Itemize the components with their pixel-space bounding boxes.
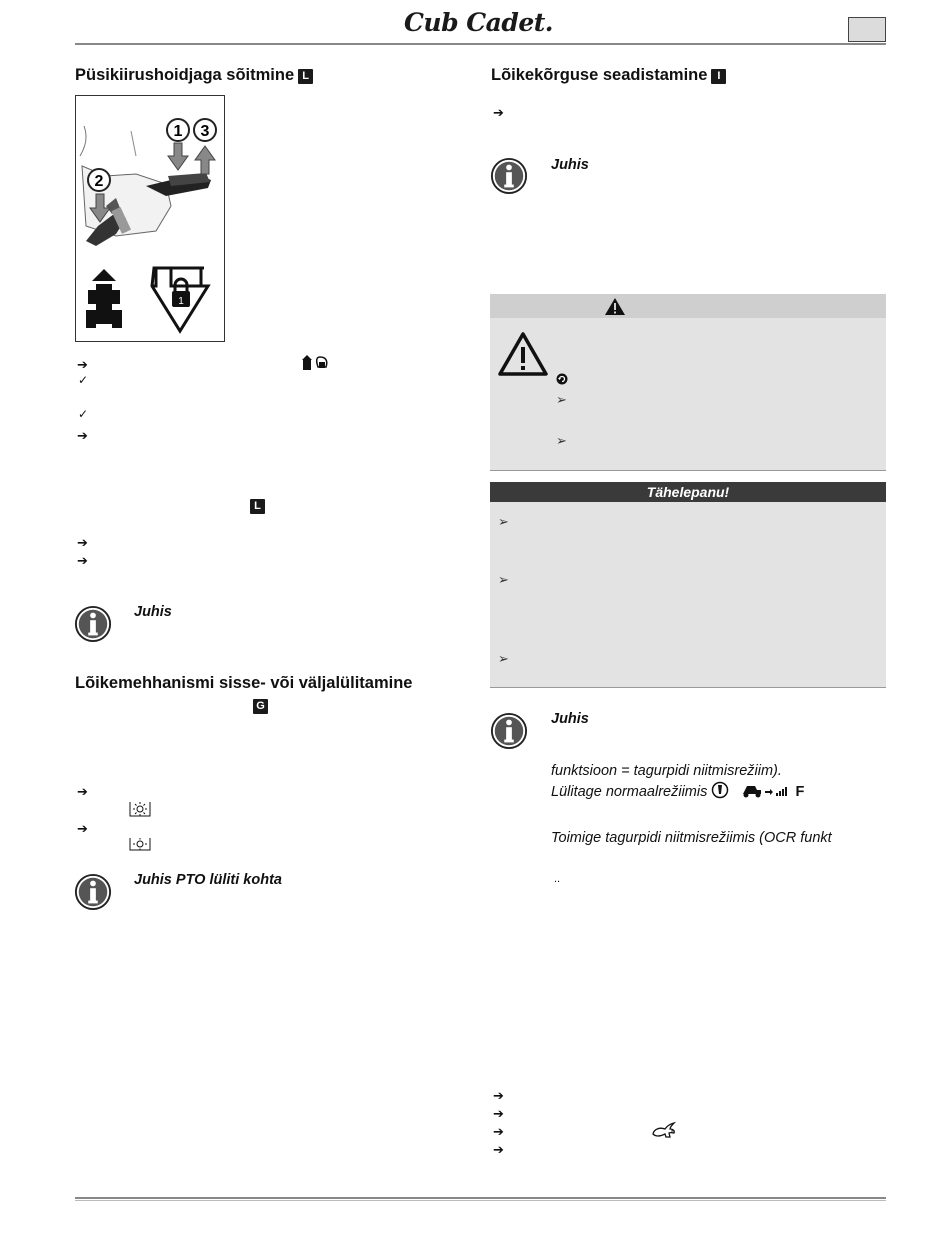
cruise-control-figure bbox=[75, 95, 225, 342]
cub-cadet-logo: Cub Cadet. bbox=[404, 8, 553, 37]
svg-text:1: 1 bbox=[178, 296, 184, 307]
ocr-text: Toimige tagurpidi niitmisrežiimis (OCR funkt bbox=[551, 830, 832, 846]
label-G-wrap bbox=[253, 697, 268, 715]
pointer-bullet: ➢ bbox=[498, 514, 509, 529]
juhis-pto-heading: Juhis PTO lüliti kohta bbox=[134, 872, 282, 888]
arrow-bullet: ➔ bbox=[493, 105, 504, 120]
info-icon bbox=[490, 157, 528, 200]
pto-switch-icon bbox=[128, 800, 152, 823]
circular-arrow-icon bbox=[556, 372, 568, 390]
attention-box bbox=[490, 482, 886, 688]
reverse-mow-text: funktsioon = tagurpidi niitmisrežiim). bbox=[551, 763, 782, 779]
arrow-bullet: ➔ bbox=[77, 535, 88, 550]
juhis-heading: Juhis bbox=[134, 604, 172, 620]
footer-divider-thin bbox=[75, 1200, 886, 1201]
language-box bbox=[848, 17, 886, 42]
cutting-height-title-text: Lõikekõrguse seadistamine bbox=[491, 66, 708, 84]
footer-divider bbox=[75, 1197, 886, 1199]
arrow-bullet: ➔ bbox=[493, 1124, 504, 1139]
normal-mode-text bbox=[551, 781, 804, 803]
arrow-bullet: ➔ bbox=[77, 428, 88, 443]
figure-num-2: 2 bbox=[94, 173, 104, 190]
arrow-bullet: ➔ bbox=[77, 553, 88, 568]
dots: .. bbox=[554, 873, 561, 885]
attention-header: Tähelepanu! bbox=[490, 482, 886, 502]
arrow-bullet: ➔ bbox=[77, 821, 88, 836]
label-L-inline: L bbox=[250, 499, 265, 514]
arrow-bullet: ➔ bbox=[77, 784, 88, 799]
warning-header bbox=[490, 294, 886, 318]
section-title-cutting-height bbox=[491, 66, 726, 85]
pto-switch-icon bbox=[128, 836, 152, 857]
section-title-mower bbox=[75, 674, 412, 693]
arrow-bullet: ➔ bbox=[77, 357, 88, 372]
juhis-heading: Juhis bbox=[551, 711, 589, 727]
info-icon bbox=[490, 712, 528, 755]
pointer-bullet: ➢ bbox=[498, 572, 509, 587]
label-L: L bbox=[298, 69, 313, 84]
cruise-lock-icon bbox=[300, 355, 336, 376]
label-G: G bbox=[253, 699, 268, 714]
rabbit-icon bbox=[650, 1120, 678, 1145]
warning-box bbox=[490, 294, 886, 471]
check-bullet: ✓ bbox=[78, 373, 89, 387]
pointer-bullet: ➢ bbox=[556, 433, 567, 448]
juhis-heading: Juhis bbox=[551, 157, 589, 173]
pedal-illustration bbox=[76, 96, 224, 341]
arrow-bullet: ➔ bbox=[493, 1142, 504, 1157]
info-icon bbox=[74, 873, 112, 916]
mower-forward-icon bbox=[741, 782, 791, 802]
normal-mode-label: Lülitage normaalrežiimis bbox=[551, 783, 708, 800]
warning-large-icon bbox=[497, 331, 549, 382]
key-icon bbox=[711, 781, 729, 803]
header-divider bbox=[75, 43, 886, 45]
cruise-title-text: Püsikiirushoidjaga sõitmine bbox=[75, 66, 295, 84]
section-title-cruise bbox=[75, 66, 313, 85]
label-I: I bbox=[711, 69, 726, 84]
pointer-bullet: ➢ bbox=[556, 392, 567, 407]
inline-label-L bbox=[250, 497, 265, 515]
figure-num-3: 3 bbox=[200, 123, 210, 140]
warning-small-icon bbox=[604, 297, 626, 321]
forward-F: F bbox=[795, 783, 805, 800]
arrow-bullet: ➔ bbox=[493, 1088, 504, 1103]
pointer-bullet: ➢ bbox=[498, 651, 509, 666]
mower-title-text: Lõikemehhanismi sisse- või väljalülitamine bbox=[75, 674, 413, 692]
info-icon bbox=[74, 605, 112, 648]
check-bullet: ✓ bbox=[78, 407, 89, 421]
figure-num-1: 1 bbox=[173, 123, 183, 140]
arrow-bullet: ➔ bbox=[493, 1106, 504, 1121]
